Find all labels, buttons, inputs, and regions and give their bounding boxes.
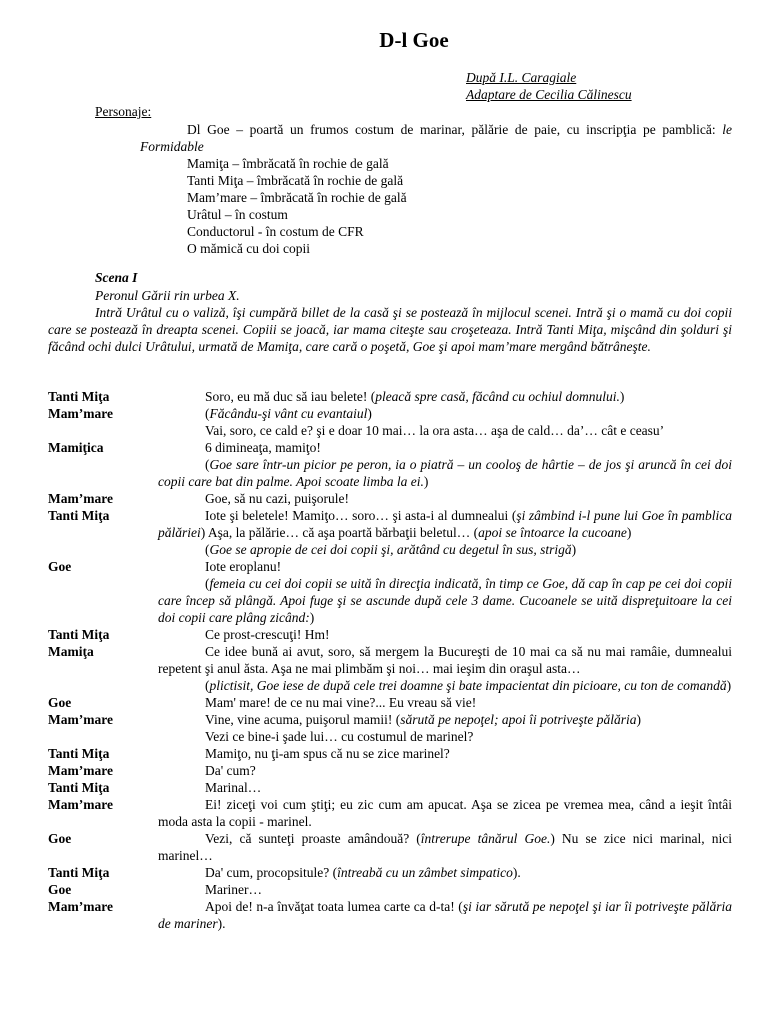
- dialogue-text: [158, 830, 732, 864]
- speaker-name: Mam’mare: [48, 763, 113, 778]
- stage-direction: şi iar sărută pe nepoţel şi iar îi potriveşte pălăria de mariner: [158, 899, 732, 931]
- dialogue-text: [158, 405, 732, 422]
- dialogue-text: [158, 490, 732, 507]
- dialogue-row: [48, 881, 732, 898]
- spoken-line: (: [205, 457, 210, 472]
- dialogue-text: [158, 388, 732, 405]
- dialogue-text: [158, 643, 732, 677]
- speaker-name: Mam’mare: [48, 491, 113, 506]
- speaker-name: Goe: [48, 882, 72, 897]
- spoken-line: ): [626, 525, 632, 540]
- dialogue-row: [48, 796, 732, 830]
- spoken-line: ) Aşa, la pălărie… că aşa poartă bărbaţii beletul… (: [200, 525, 479, 540]
- speaker-name: Mamiţa: [48, 644, 94, 659]
- dialogue-text: [158, 796, 732, 830]
- spoken-line: ).: [512, 865, 521, 880]
- dialogue-text: [158, 507, 732, 541]
- dialogue-text: [158, 541, 732, 558]
- dialogue-row: [48, 388, 732, 405]
- spoken-line: ): [309, 610, 315, 625]
- dialogue-row: [48, 728, 732, 745]
- page-title: D-l Goe: [379, 28, 449, 52]
- character-item: O mămică cu doi copii: [187, 241, 310, 256]
- speaker-name: Tanti Miţa: [48, 780, 110, 795]
- spoken-line: Iote eroplanu!: [205, 559, 282, 574]
- dialogue-text: [158, 422, 732, 439]
- dialogue-row: [48, 575, 732, 626]
- dialogue-row: [48, 422, 732, 439]
- stage-direction: Făcându-şi vânt cu evantaiul: [209, 406, 368, 421]
- stage-direction: sărută pe nepoţel; apoi îi potriveşte pălăria: [400, 712, 637, 727]
- dialogue-text: [158, 456, 732, 490]
- dialogue-row: [48, 779, 732, 796]
- spoken-line: (: [205, 678, 210, 693]
- dialogue-row: [48, 643, 732, 677]
- speaker-name: Tanti Miţa: [48, 865, 110, 880]
- spoken-line: Ei! ziceţi voi cum ştiţi; eu zic cum am apucat. Aşa se zicea pe vremea mea, când a ieşit întâi moda asta la copii - marinel.: [158, 797, 732, 829]
- spoken-line: ) Nu se zice nici marinal, nici marinel…: [158, 831, 732, 863]
- dialogue-text: [158, 558, 732, 575]
- spoken-line: Mam' mare! de ce nu mai vine?... Eu vreau să vie!: [205, 695, 477, 710]
- spoken-line: Goe, să nu cazi, puişorule!: [205, 491, 349, 506]
- dialogue-row: [48, 439, 732, 456]
- speaker-name: Tanti Miţa: [48, 389, 110, 404]
- scene-place: Peronul Gării rin urbea X.: [95, 288, 240, 303]
- spoken-line: Da' cum, procopsitule? (: [205, 865, 338, 880]
- dialogue-block: [48, 388, 732, 932]
- spoken-line: Mamiţo, nu ţi-am spus că nu se zice marinel?: [205, 746, 450, 761]
- character-item: Conductorul - în costum de CFR: [187, 224, 364, 239]
- dialogue-text: [158, 898, 732, 932]
- spoken-line: (: [205, 576, 210, 591]
- speaker-name: Tanti Miţa: [48, 746, 110, 761]
- spoken-line: ): [423, 474, 429, 489]
- spoken-line: Vezi, că sunteţi proaste amândouă? (: [205, 831, 421, 846]
- character-goe: Dl Goe – poartă un frumos costum de marinar, pălărie de paie, cu inscripţia pe pamblică: le Formidable: [140, 122, 732, 154]
- scene-intro: Intră Urâtul cu o valiză, îşi cumpără billet de la casă şi se postează în mijlocul scenei. Intră şi o mamă cu doi copii care se postează în dreapta scenei. Copiii se joacă, iar mama citeşte sau croşeteaza. Intră Tanti Miţa, mişcând din şolduri şi făcând ochi dulci Urâtului, urmată de Mamiţa, care cară o poşetă, Goe şi apoi mam’mare mergând bătrâneşte.: [48, 305, 732, 354]
- spoken-line: Da' cum?: [205, 763, 256, 778]
- characters-label: Personaje:: [95, 104, 152, 119]
- spoken-line: Vezi ce bine-i şade lui… cu costumul de marinel?: [205, 729, 474, 744]
- dialogue-text: [158, 864, 732, 881]
- spoken-line: (: [205, 406, 210, 421]
- speaker-name: Goe: [48, 831, 72, 846]
- speaker-name: Mamiţica: [48, 440, 104, 455]
- spoken-line: Vai, soro, ce cald e? şi e doar 10 mai… la ora asta… aşa de cald… da’… cât e ceasu’: [205, 423, 665, 438]
- stage-direction: plictisit, Goe iese de după cele trei doamne şi bate impacientat din picioare, cu ton de comandă: [209, 678, 727, 693]
- spoken-line: Ce idee bună ai avut, soro, să mergem la Bucureşti de 10 mai ca să nu mai ramâie, dumnealui repetent şi anul ăsta. Aşa ne mai plimbăm şi noi… mai ieşim din oraşul asta…: [158, 644, 732, 676]
- spoken-line: ): [726, 678, 732, 693]
- stage-direction: apoi se întoarce la cucoane: [478, 525, 627, 540]
- credit-author: După I.L. Caragiale: [466, 70, 577, 85]
- stage-direction: Goe sare într-un picior pe peron, ia o piatră – un cooloş de hârtie – de jos şi aruncă în cei doi copii care bat din palme. Apoi scoate limba la ei.: [158, 457, 732, 489]
- dialogue-text: [158, 728, 732, 745]
- dialogue-text: [158, 626, 732, 643]
- dialogue-row: [48, 677, 732, 694]
- stage-direction: şi zâmbind i-l pune lui Goe în pamblica pălăriei: [158, 508, 733, 540]
- spoken-line: ): [367, 406, 372, 421]
- dialogue-row: [48, 405, 732, 422]
- stage-direction: întrerupe tânărul Goe.: [420, 831, 551, 846]
- dialogue-row: [48, 490, 732, 507]
- spoken-line: Iote şi beletele! Mamiţo… soro… şi asta-i al dumnealui (: [205, 508, 517, 523]
- spoken-line: Apoi de! n-a învăţat toata lumea carte ca d-ta! (: [205, 899, 463, 914]
- dialogue-row: [48, 456, 732, 490]
- character-item: Mam’mare – îmbrăcată în rochie de gală: [187, 190, 407, 205]
- stage-direction: Goe se apropie de cei doi copii şi, arătând cu degetul în sus, strigă: [209, 542, 572, 557]
- spoken-line: Soro, eu mă duc să iau belete! (: [205, 389, 376, 404]
- dialogue-row: [48, 864, 732, 881]
- dialogue-text: [158, 694, 732, 711]
- spoken-line: ): [571, 542, 577, 557]
- dialogue-text: [158, 881, 732, 898]
- stage-direction: întreabă cu un zâmbet simpatico: [337, 865, 513, 880]
- dialogue-row: [48, 626, 732, 643]
- stage-direction: pleacă spre casă, făcând cu ochiul domnului.: [375, 389, 620, 404]
- scene-heading: Scena I: [95, 270, 138, 285]
- spoken-line: Marinal…: [205, 780, 262, 795]
- dialogue-row: [48, 898, 732, 932]
- spoken-line: Mariner…: [205, 882, 262, 897]
- dialogue-text: [158, 677, 732, 694]
- dialogue-row: [48, 762, 732, 779]
- speaker-name: Mam’mare: [48, 797, 113, 812]
- spoken-line: ): [619, 389, 625, 404]
- dialogue-row: [48, 507, 732, 541]
- character-item: Mamiţa – îmbrăcată în rochie de gală: [187, 156, 389, 171]
- speaker-name: Tanti Miţa: [48, 627, 110, 642]
- character-item: Tanti Miţa – îmbrăcată în rochie de gală: [187, 173, 404, 188]
- spoken-line: 6 dimineaţa, mamiţo!: [205, 440, 321, 455]
- dialogue-row: [48, 541, 732, 558]
- spoken-line: Vine, vine acuma, puişorul mamii! (: [205, 712, 401, 727]
- spoken-line: Ce prost-crescuţi! Hm!: [205, 627, 330, 642]
- dialogue-text: [158, 745, 732, 762]
- speaker-name: Tanti Miţa: [48, 508, 110, 523]
- speaker-name: Goe: [48, 695, 72, 710]
- dialogue-row: [48, 558, 732, 575]
- dialogue-text: [158, 779, 732, 796]
- speaker-name: Goe: [48, 559, 72, 574]
- dialogue-text: [158, 711, 732, 728]
- characters-list: [140, 121, 732, 257]
- speaker-name: Mam’mare: [48, 712, 113, 727]
- spoken-line: ).: [217, 916, 226, 931]
- stage-direction: femeia cu cei doi copii se uită în direcţia indicată, în timp ce Goe, dă cap în cap pe cei doi copii care încep să plângă. Apoi fuge şi se ascunde după cele 3 dame. Cucoanele se uită dispreţuitoare la cei doi copii care plâng zicând:: [158, 576, 732, 625]
- spoken-line: ): [636, 712, 641, 727]
- spoken-line: (: [205, 542, 210, 557]
- speaker-name: Mam’mare: [48, 899, 113, 914]
- dialogue-text: [158, 762, 732, 779]
- dialogue-row: [48, 694, 732, 711]
- scene-stage-directions: [48, 287, 732, 355]
- speaker-name: Mam’mare: [48, 406, 113, 421]
- dialogue-text: [158, 575, 732, 626]
- credit-adaptation: Adaptare de Cecilia Călinescu: [466, 87, 632, 102]
- dialogue-row: [48, 711, 732, 728]
- dialogue-row: [48, 830, 732, 864]
- dialogue-text: [158, 439, 732, 456]
- character-item: Urâtul – în costum: [187, 207, 288, 222]
- dialogue-row: [48, 745, 732, 762]
